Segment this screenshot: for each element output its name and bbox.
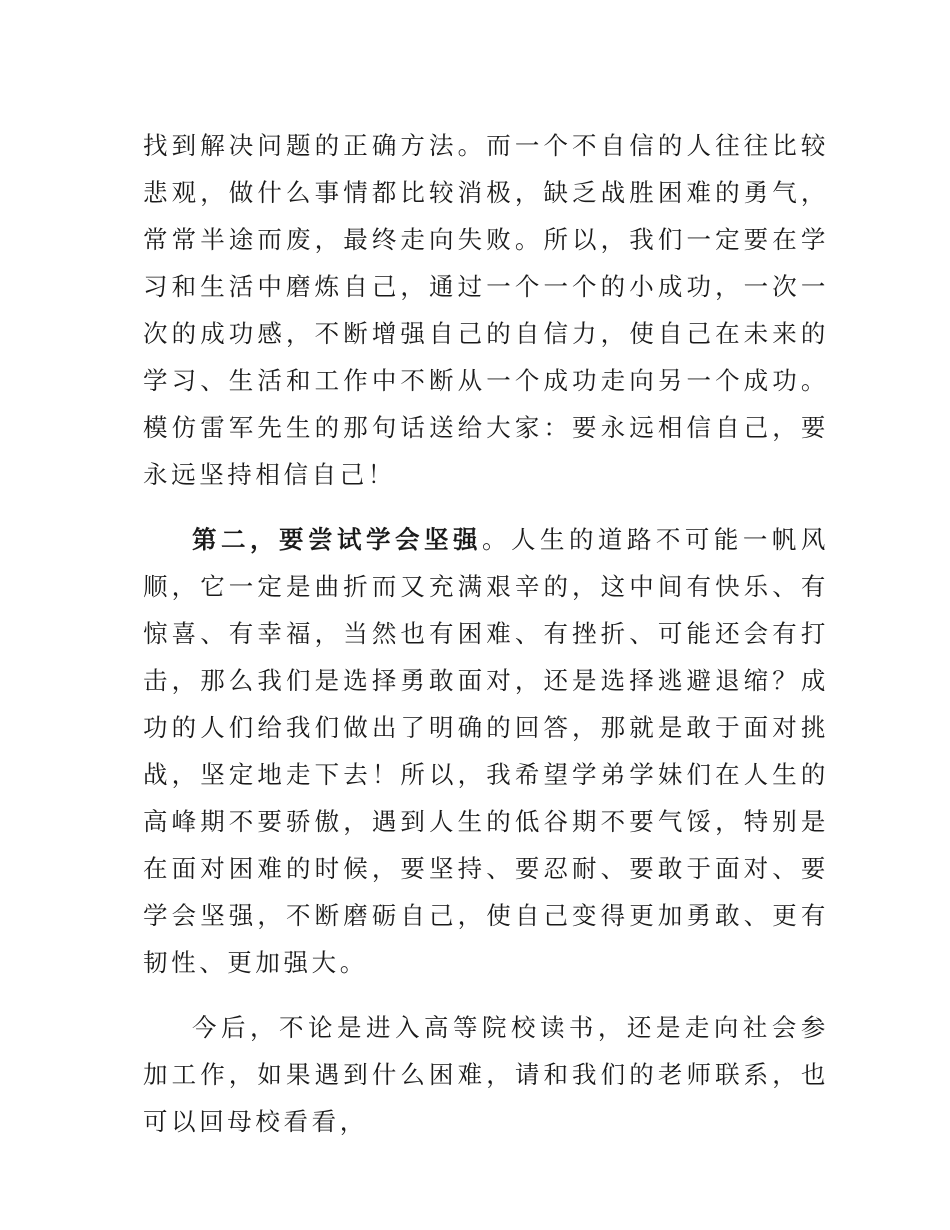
paragraph-second-point	[143, 516, 829, 986]
paragraph-text: 今后，不论是进入高等院校读书，还是走向社会参加工作，如果遇到什么困难，请和我们的老师联系，也可以回母校看看，	[143, 1013, 829, 1136]
paragraph-text: 找到解决问题的正确方法。而一个不自信的人往往比较悲观，做什么事情都比较消极，缺乏战胜困难的勇气，常常半途而废，最终走向失败。所以，我们一定要在学习和生活中磨炼自己，通过一个一个的小成功，一次一次的成功感，不断增强自己的自信力，使自己在未来的学习、生活和工作中不断从一个成功走向另一个成功。模仿雷军先生的那句话送给大家：要永远相信自己，要永远坚持相信自己！	[143, 131, 829, 489]
paragraph-continuation	[143, 122, 829, 498]
paragraph-text: 。人生的道路不可能一帆风顺，它一定是曲折而又充满艰辛的，这中间有快乐、有惊喜、有幸福，当然也有困难、有挫折、可能还会有打击，那么我们是选择勇敢面对，还是选择逃避退缩？成功的人们给我们做出了明确的回答，那就是敢于面对挑战，坚定地走下去！所以，我希望学弟学妹们在人生的高峰期不要骄傲，遇到人生的低谷期不要气馁，特别是在面对困难的时候，要坚持、要忍耐、要敢于面对、要学会坚强，不断磨砺自己，使自己变得更加勇敢、更有韧性、更加强大。	[143, 525, 829, 977]
document-body	[143, 122, 829, 1145]
paragraph-heading: 第二，要尝试学会坚强	[192, 525, 482, 554]
paragraph-closing	[143, 1004, 829, 1145]
